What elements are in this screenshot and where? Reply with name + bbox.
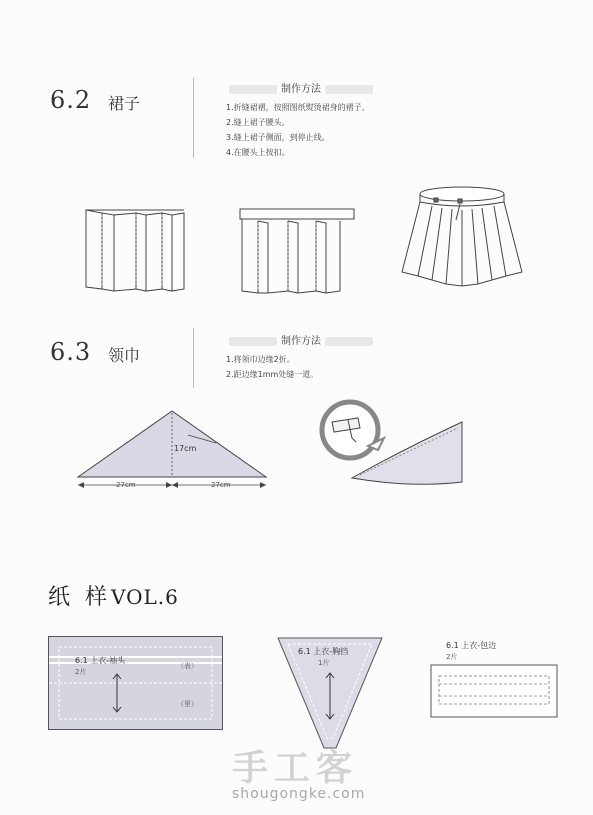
step: 2.缝上裙子腰头。	[226, 118, 290, 127]
pattern-title	[48, 580, 179, 611]
sleeve-cuff-label: 6.1 上衣-袖头	[75, 656, 126, 665]
section-number-skirt: 6.2	[50, 86, 92, 114]
pattern-title-vol: VOL.6	[111, 585, 179, 609]
step: 1.将领巾边缘2折。	[226, 355, 295, 364]
binding-qty: 2片	[446, 653, 458, 661]
pattern-sleeve-cuff	[48, 636, 223, 730]
divider-skirt	[193, 78, 194, 158]
smudge	[229, 85, 277, 94]
divider-scarf	[193, 328, 194, 388]
scarf-right-width-label: 27cm	[211, 481, 231, 489]
step: 1.折缝裙褶，按照图纸熨烫裙身的褶子。	[226, 103, 370, 112]
bib-label: 6.1 上衣-胸挡	[298, 647, 349, 656]
skirt-waistband-diagram	[236, 205, 361, 300]
step: 3.缝上裙子侧面，到停止线。	[226, 133, 330, 142]
skirt-pleats-diagram	[80, 205, 200, 300]
sleeve-cuff-front: （表）	[177, 662, 198, 670]
pattern-binding	[430, 664, 560, 720]
sleeve-cuff-qty: 2片	[75, 668, 87, 676]
method-title-text: 制作方法	[281, 84, 321, 95]
section-number-scarf: 6.3	[50, 338, 92, 366]
step: 4.在腰头上按扣。	[226, 148, 290, 157]
pattern-title-cn: 纸 样	[48, 585, 111, 610]
scarf-height-label: 17cm	[174, 444, 197, 453]
method-title-skirt	[225, 80, 377, 95]
sleeve-cuff-lines	[49, 637, 222, 729]
skirt-finished-diagram	[400, 180, 535, 295]
bib-qty: 1片	[318, 659, 330, 667]
binding-label: 6.1 上衣-包边	[446, 641, 497, 650]
sleeve-cuff-back: （里）	[177, 700, 198, 708]
steps-scarf	[226, 352, 318, 382]
watermark-logo: 手工客	[232, 748, 359, 789]
scarf-left-width-label: 27cm	[116, 481, 136, 489]
smudge	[325, 85, 373, 94]
section-name-skirt: 裙子	[108, 94, 141, 113]
smudge	[229, 337, 277, 346]
method-title-scarf	[225, 332, 377, 347]
steps-skirt	[226, 100, 370, 160]
watermark-url: shougongke.com	[232, 786, 366, 802]
scarf-hem-detail-diagram	[312, 398, 472, 493]
section-name-scarf: 领巾	[108, 346, 141, 365]
method-title-text: 制作方法	[281, 336, 321, 347]
step: 2.距边缘1mm处缝一道。	[226, 370, 319, 379]
smudge	[325, 337, 373, 346]
